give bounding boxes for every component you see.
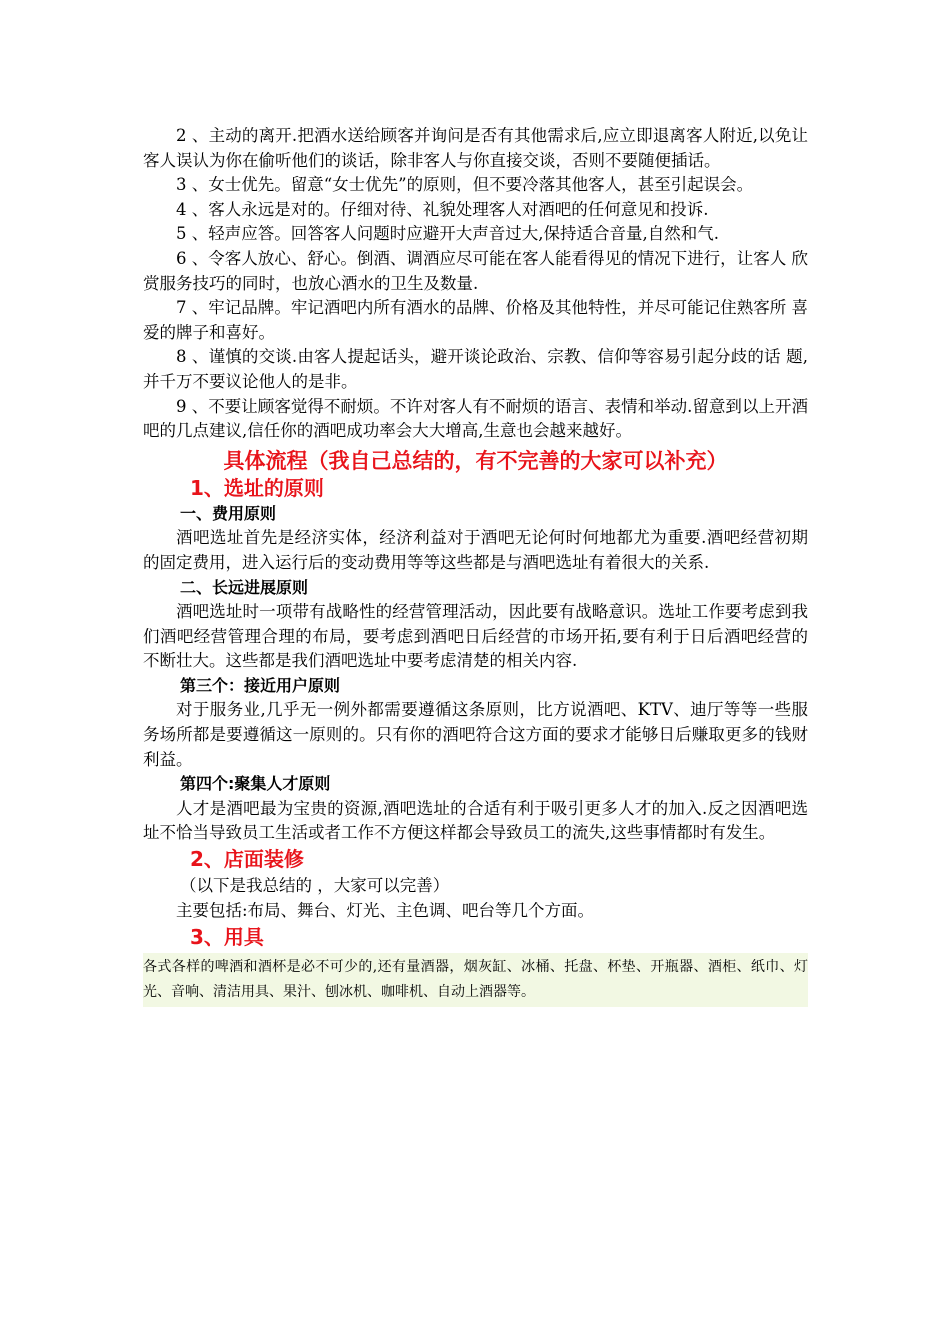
section-title-equipment: 3、用具 bbox=[190, 924, 264, 949]
equipment-highlight-text: 各式各样的啤酒和酒杯是必不可少的,还有量酒器，烟灰缸、冰桶、托盘、杯垫、开瓶器、酒柜、纸巾、灯光、音响、清洁用具、果汁、刨冰机、咖啡机、自动上酒器等。 bbox=[143, 953, 808, 1007]
subheading-longterm: 二、长远进展原则 bbox=[180, 577, 309, 597]
paragraph-cost: 酒吧选址首先是经济实体，经济利益对于酒吧无论何时何地都尤为重要.酒吧经营初期的固定费用，进入运行后的变动费用等等这些都是与酒吧选址有着很大的关系. bbox=[143, 528, 808, 572]
section-title-decoration: 2、店面装修 bbox=[190, 847, 304, 872]
subheading-cost: 一、费用原则 bbox=[180, 503, 277, 523]
main-heading: 具体流程（我自己总结的，有不完善的大家可以补充） bbox=[223, 448, 728, 473]
document-page bbox=[143, 124, 808, 1007]
paragraph-service-4: 4 、客人永远是对的。仔细对待、礼貌处理客人对酒吧的任何意见和投诉. bbox=[176, 199, 709, 219]
paragraph-talent: 人才是酒吧最为宝贵的资源,酒吧选址的合适有利于吸引更多人才的加入.反之因酒吧选址不恰当导致员工生活或者工作不方便这样都会导致员工的流失,这些事情都时有发生。 bbox=[143, 798, 808, 843]
paragraph-service-7: 7 、牢记品牌。牢记酒吧内所有酒水的品牌、价格及其他特性，并尽可能记住熟客所 喜爱的牌子和喜好。 bbox=[143, 298, 808, 342]
paragraph-service-3: 3 、女士优先。留意“女士优先”的原则，但不要冷落其他客人，甚至引起误会。 bbox=[176, 175, 754, 195]
paragraph-service-2: 2 、主动的离开.把酒水送给顾客并询问是否有其他需求后,应立即退离客人附近,以免让客人误认为你在偷听他们的谈话，除非客人与你直接交谈，否则不要随便插话。 bbox=[143, 126, 808, 170]
paragraph-service-8: 8 、谨慎的交谈.由客人提起话头，避开谈论政治、宗教、信仰等容易引起分歧的话 题,并千万不要议论他人的是非。 bbox=[143, 347, 808, 391]
subheading-talent: 第四个:聚集人才原则 bbox=[180, 774, 331, 794]
paragraph-service-6: 6 、令客人放心、舒心。倒酒、调酒应尽可能在客人能看得见的情况下进行，让客人 欣赏服务技巧的同时，也放心酒水的卫生及数量. bbox=[143, 248, 808, 293]
paragraph-decoration: 主要包括:布局、舞台、灯光、主色调、吧台等几个方面。 bbox=[176, 901, 595, 921]
paragraph-near-users: 对于服务业,几乎无一例外都需要遵循这条原则，比方说酒吧、KTV、迪厅等等一些服务场所都是要遵循这一原则的。只有你的酒吧符合这方面的要求才能够日后赚取更多的钱财利益。 bbox=[143, 700, 808, 769]
decoration-note: （以下是我总结的 ，大家可以完善） bbox=[180, 876, 450, 896]
paragraph-service-5: 5 、轻声应答。回答客人问题时应避开大声音过大,保持适合音量,自然和气. bbox=[176, 224, 719, 244]
paragraph-service-9: 9 、不要让顾客觉得不耐烦。不许对客人有不耐烦的语言、表情和举动.留意到以上开酒吧的几点建议,信任你的酒吧成功率会大大增高,生意也会越来越好。 bbox=[143, 396, 808, 441]
section-title-site: 1、选址的原则 bbox=[190, 475, 324, 500]
subheading-near-users: 第三个：接近用户原则 bbox=[180, 675, 341, 695]
paragraph-longterm: 酒吧选址时一项带有战略性的经营管理活动，因此要有战略意识。选址工作要考虑到我们酒吧经营管理合理的布局，要考虑到酒吧日后经营的市场开拓,要有利于日后酒吧经营的不断壮大。这些都是我们酒吧选址中要考虑清楚的相关内容. bbox=[143, 602, 808, 671]
